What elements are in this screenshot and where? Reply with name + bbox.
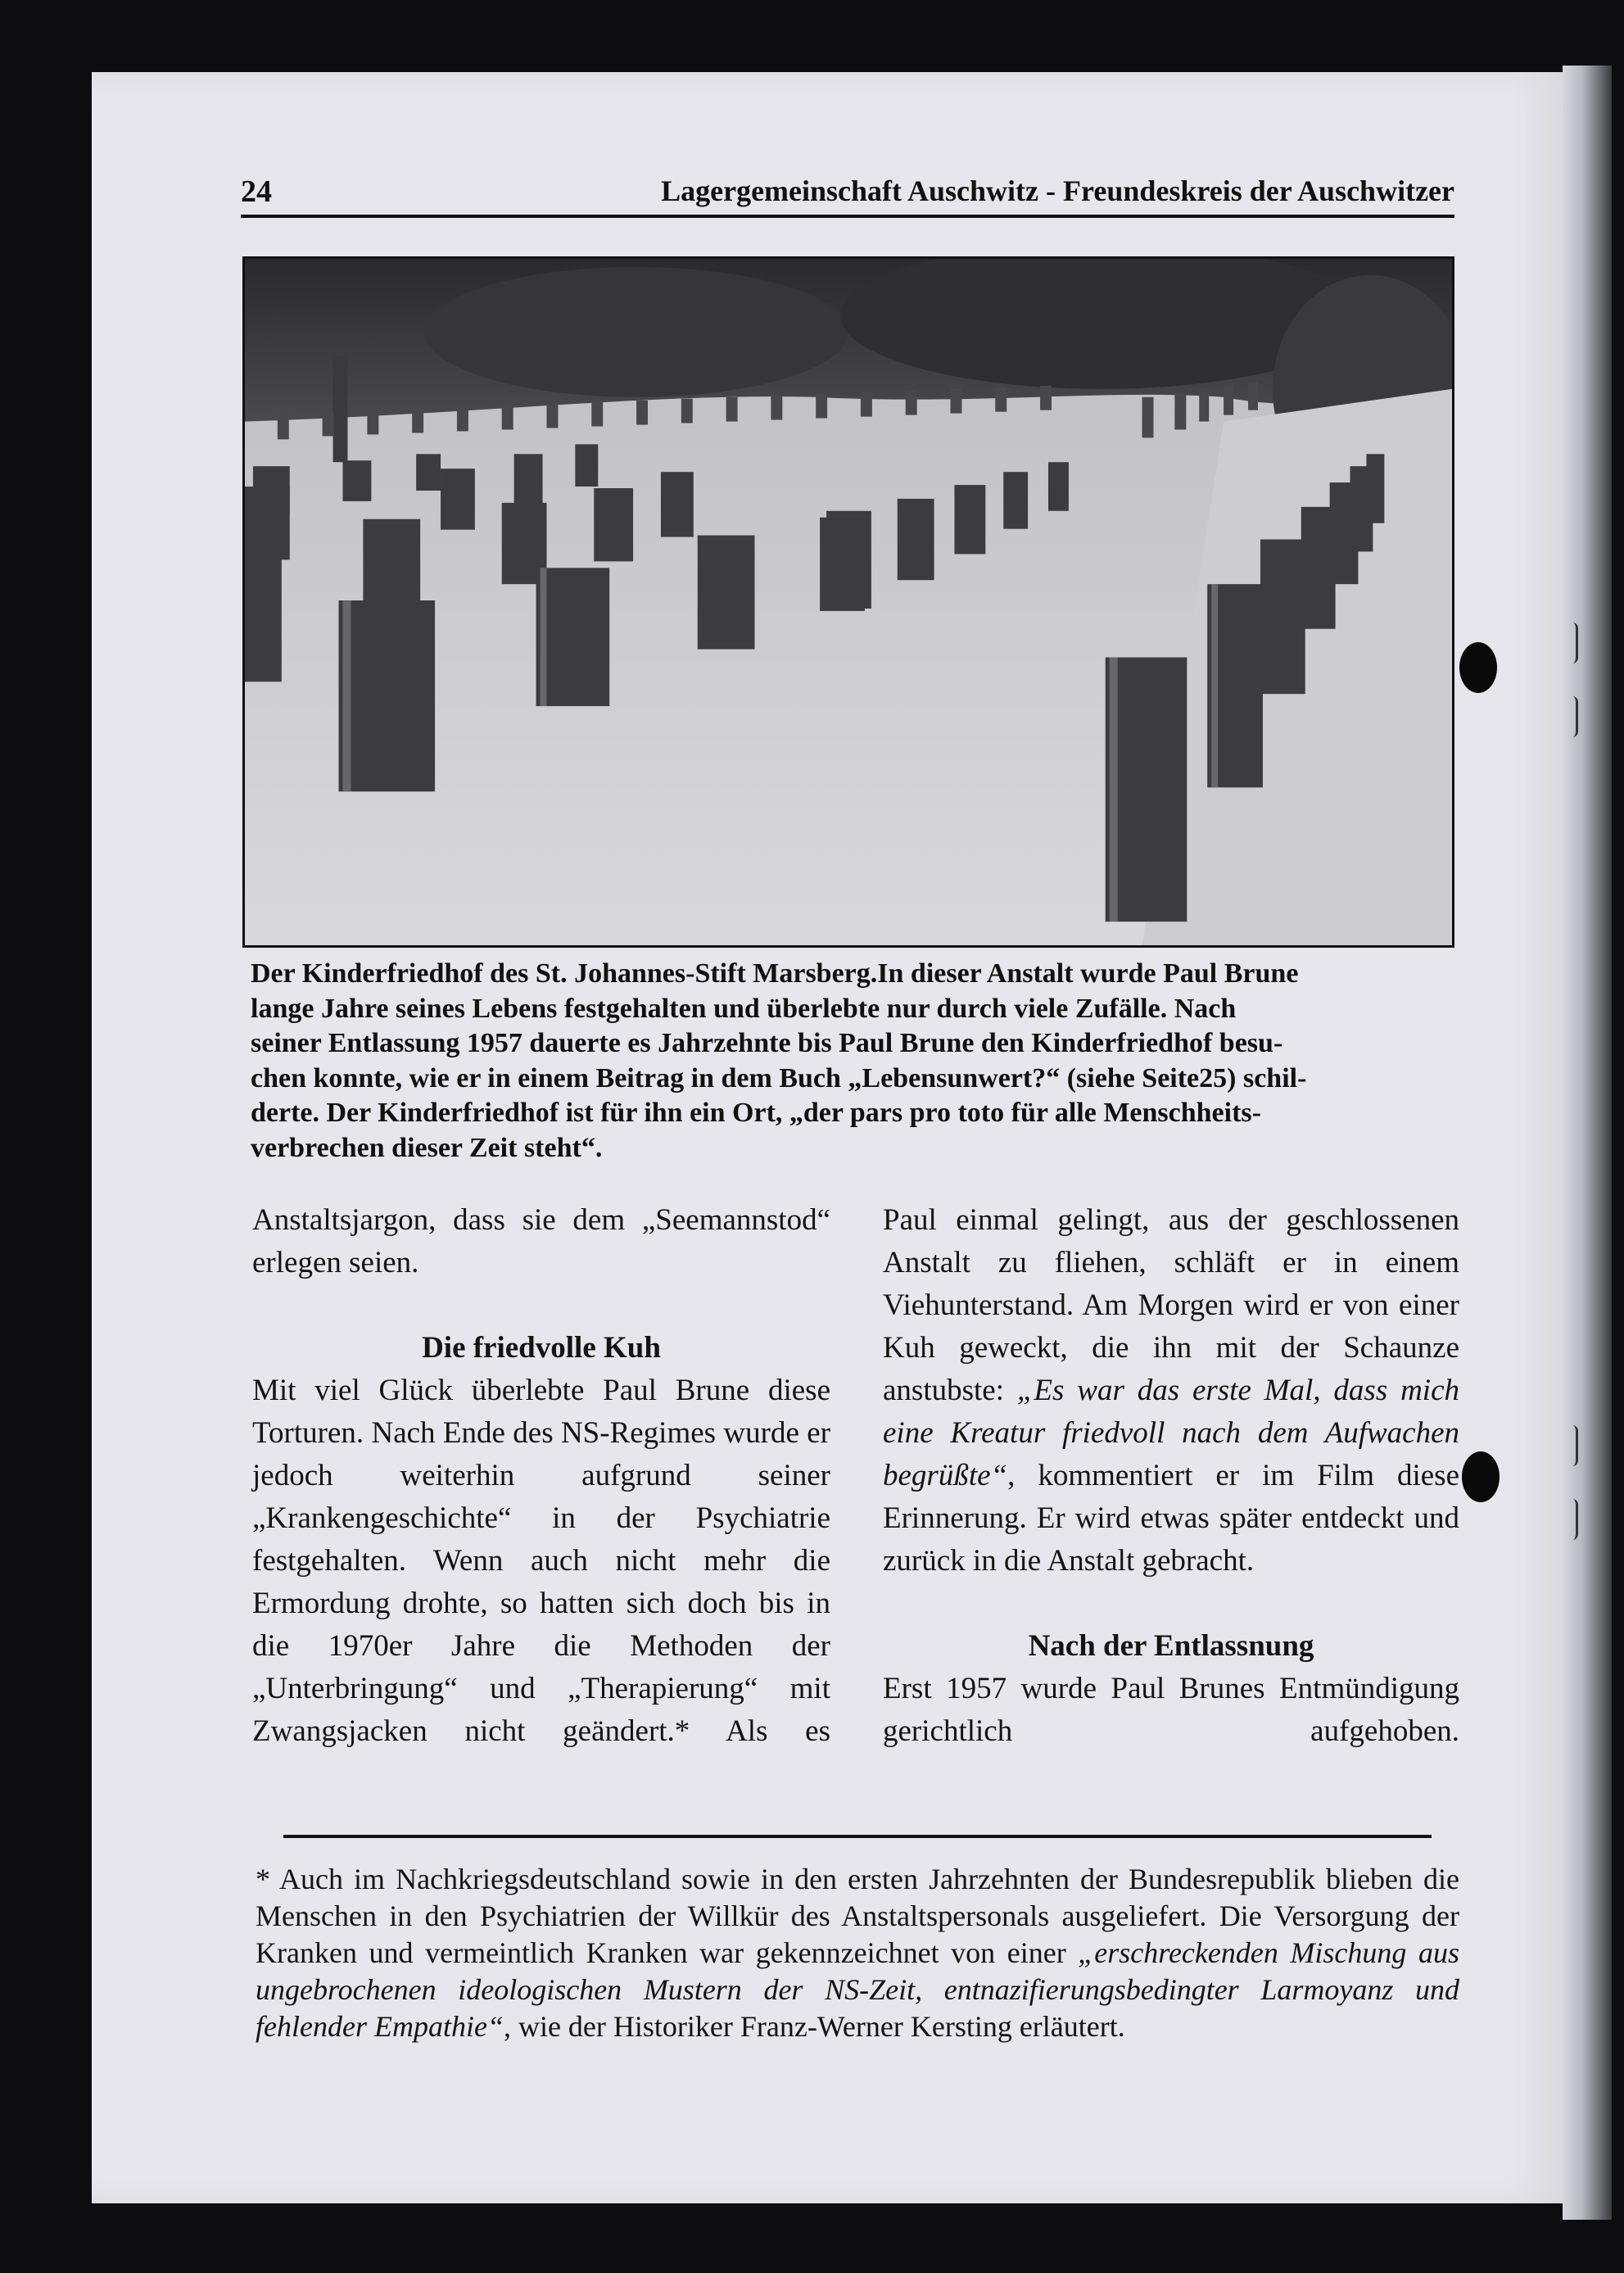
caption-line: lange Jahre seines Lebens festgehalten und überlebte nur durch viele Zufälle. Nach xyxy=(251,993,1237,1024)
section-heading: Nach der Entlassnung xyxy=(1028,1629,1314,1663)
punch-hole xyxy=(1462,1451,1500,1502)
body-paragraph: Mit viel Glück überlebte Paul Brune diese Torturen. Nach Ende des NS-Regimes wurde er jedoch weiterhin aufgrund seiner „Krankengeschichte“ in der Psychiatrie festgehalten. Wenn auch nicht mehr die Ermordung drohte, so hatten sich doch bis in die 1970er Jahre die Methoden der „Unterbringung“ und „Therapierung“ mit Zwangsjacken nicht geändert.* Als es xyxy=(252,1374,830,1748)
caption-line: verbrechen dieser Zeit steht“. xyxy=(251,1132,603,1163)
body-paragraph xyxy=(883,1199,1459,1582)
footnote-rule xyxy=(283,1835,1432,1838)
caption-line: Der Kinderfriedhof des St. Johannes-Stift Marsberg.In dieser Anstalt wurde Paul Brune xyxy=(251,958,1299,989)
binding-mark xyxy=(1572,1499,1578,1540)
binding-mark xyxy=(1572,1425,1578,1466)
caption-line: derte. Der Kinderfriedhof ist für ihn ein Ort, „der pars pro toto für alle Menschheits- xyxy=(251,1098,1261,1128)
section-heading: Die friedvolle Kuh xyxy=(422,1331,661,1365)
body-paragraph: Erst 1957 wurde Paul Brunes Entmündigung gerichtlich aufgehoben. xyxy=(883,1672,1459,1748)
footnote-text: , wie der Historiker Franz-Werner Kersting erläutert. xyxy=(503,2010,1125,2043)
page-number: 24 xyxy=(241,174,272,209)
cemetery-photo-illustration xyxy=(245,259,1452,945)
right-column xyxy=(883,1199,1459,1753)
left-column xyxy=(252,1199,830,1753)
punch-hole xyxy=(1459,642,1497,693)
publication-title: Lagergemeinschaft Auschwitz - Freundeskreis der Auschwitzer xyxy=(661,174,1454,207)
page-header xyxy=(241,169,1454,218)
caption-line: chen konnte, wie er in einem Beitrag in dem Buch „Lebensunwert?“ (siehe Seite25) schil- xyxy=(251,1062,1307,1093)
body-text: Paul einmal gelingt, aus der geschlossenen Anstalt zu fliehen, schläft er in einem Viehunterstand. Am Morgen wird er von einer Kuh geweckt, die ihn mit der Schaunze anstubste: xyxy=(883,1203,1459,1407)
footnote-text: * Auch im Nachkriegsdeutschland sowie in den ersten Jahrzehnten der Bundesrepublik blieben die Menschen in den Psychiatrien der Willkür des Anstaltspersonals ausgeliefert. Die Versorgung der Kranken und vermeintlich Kranken war gekennzeichnet von einer xyxy=(256,1863,1459,1969)
body-paragraph: Anstaltsjargon, dass sie dem „Seemannstod“ erlegen seien. xyxy=(252,1203,830,1279)
binding-mark xyxy=(1572,623,1578,663)
quote-text: „Es war das erste Mal, dass mich eine Kreatur friedvoll nach dem Aufwachen begrüßte“ xyxy=(883,1374,1459,1492)
binding-mark xyxy=(1572,696,1578,737)
page-stack-edge xyxy=(1563,66,1612,2220)
caption-line: seiner Entlassung 1957 dauerte es Jahrzehnte bis Paul Brune den Kinderfriedhof besu- xyxy=(251,1028,1283,1058)
footnote-quote: „erschreckenden Mischung aus ungebrochenen ideologischen Mustern der NS-Zeit, entnazifierungsbedingter Larmoyanz und fehlender Empathie“ xyxy=(256,1936,1459,2043)
cemetery-photo xyxy=(242,256,1454,948)
photo-caption xyxy=(251,957,1458,1166)
footnote xyxy=(256,1861,1459,2045)
body-text: , kommentiert er im Film diese Erinnerung. Er wird etwas später entdeckt und zurück in die Anstalt gebracht. xyxy=(883,1459,1459,1578)
